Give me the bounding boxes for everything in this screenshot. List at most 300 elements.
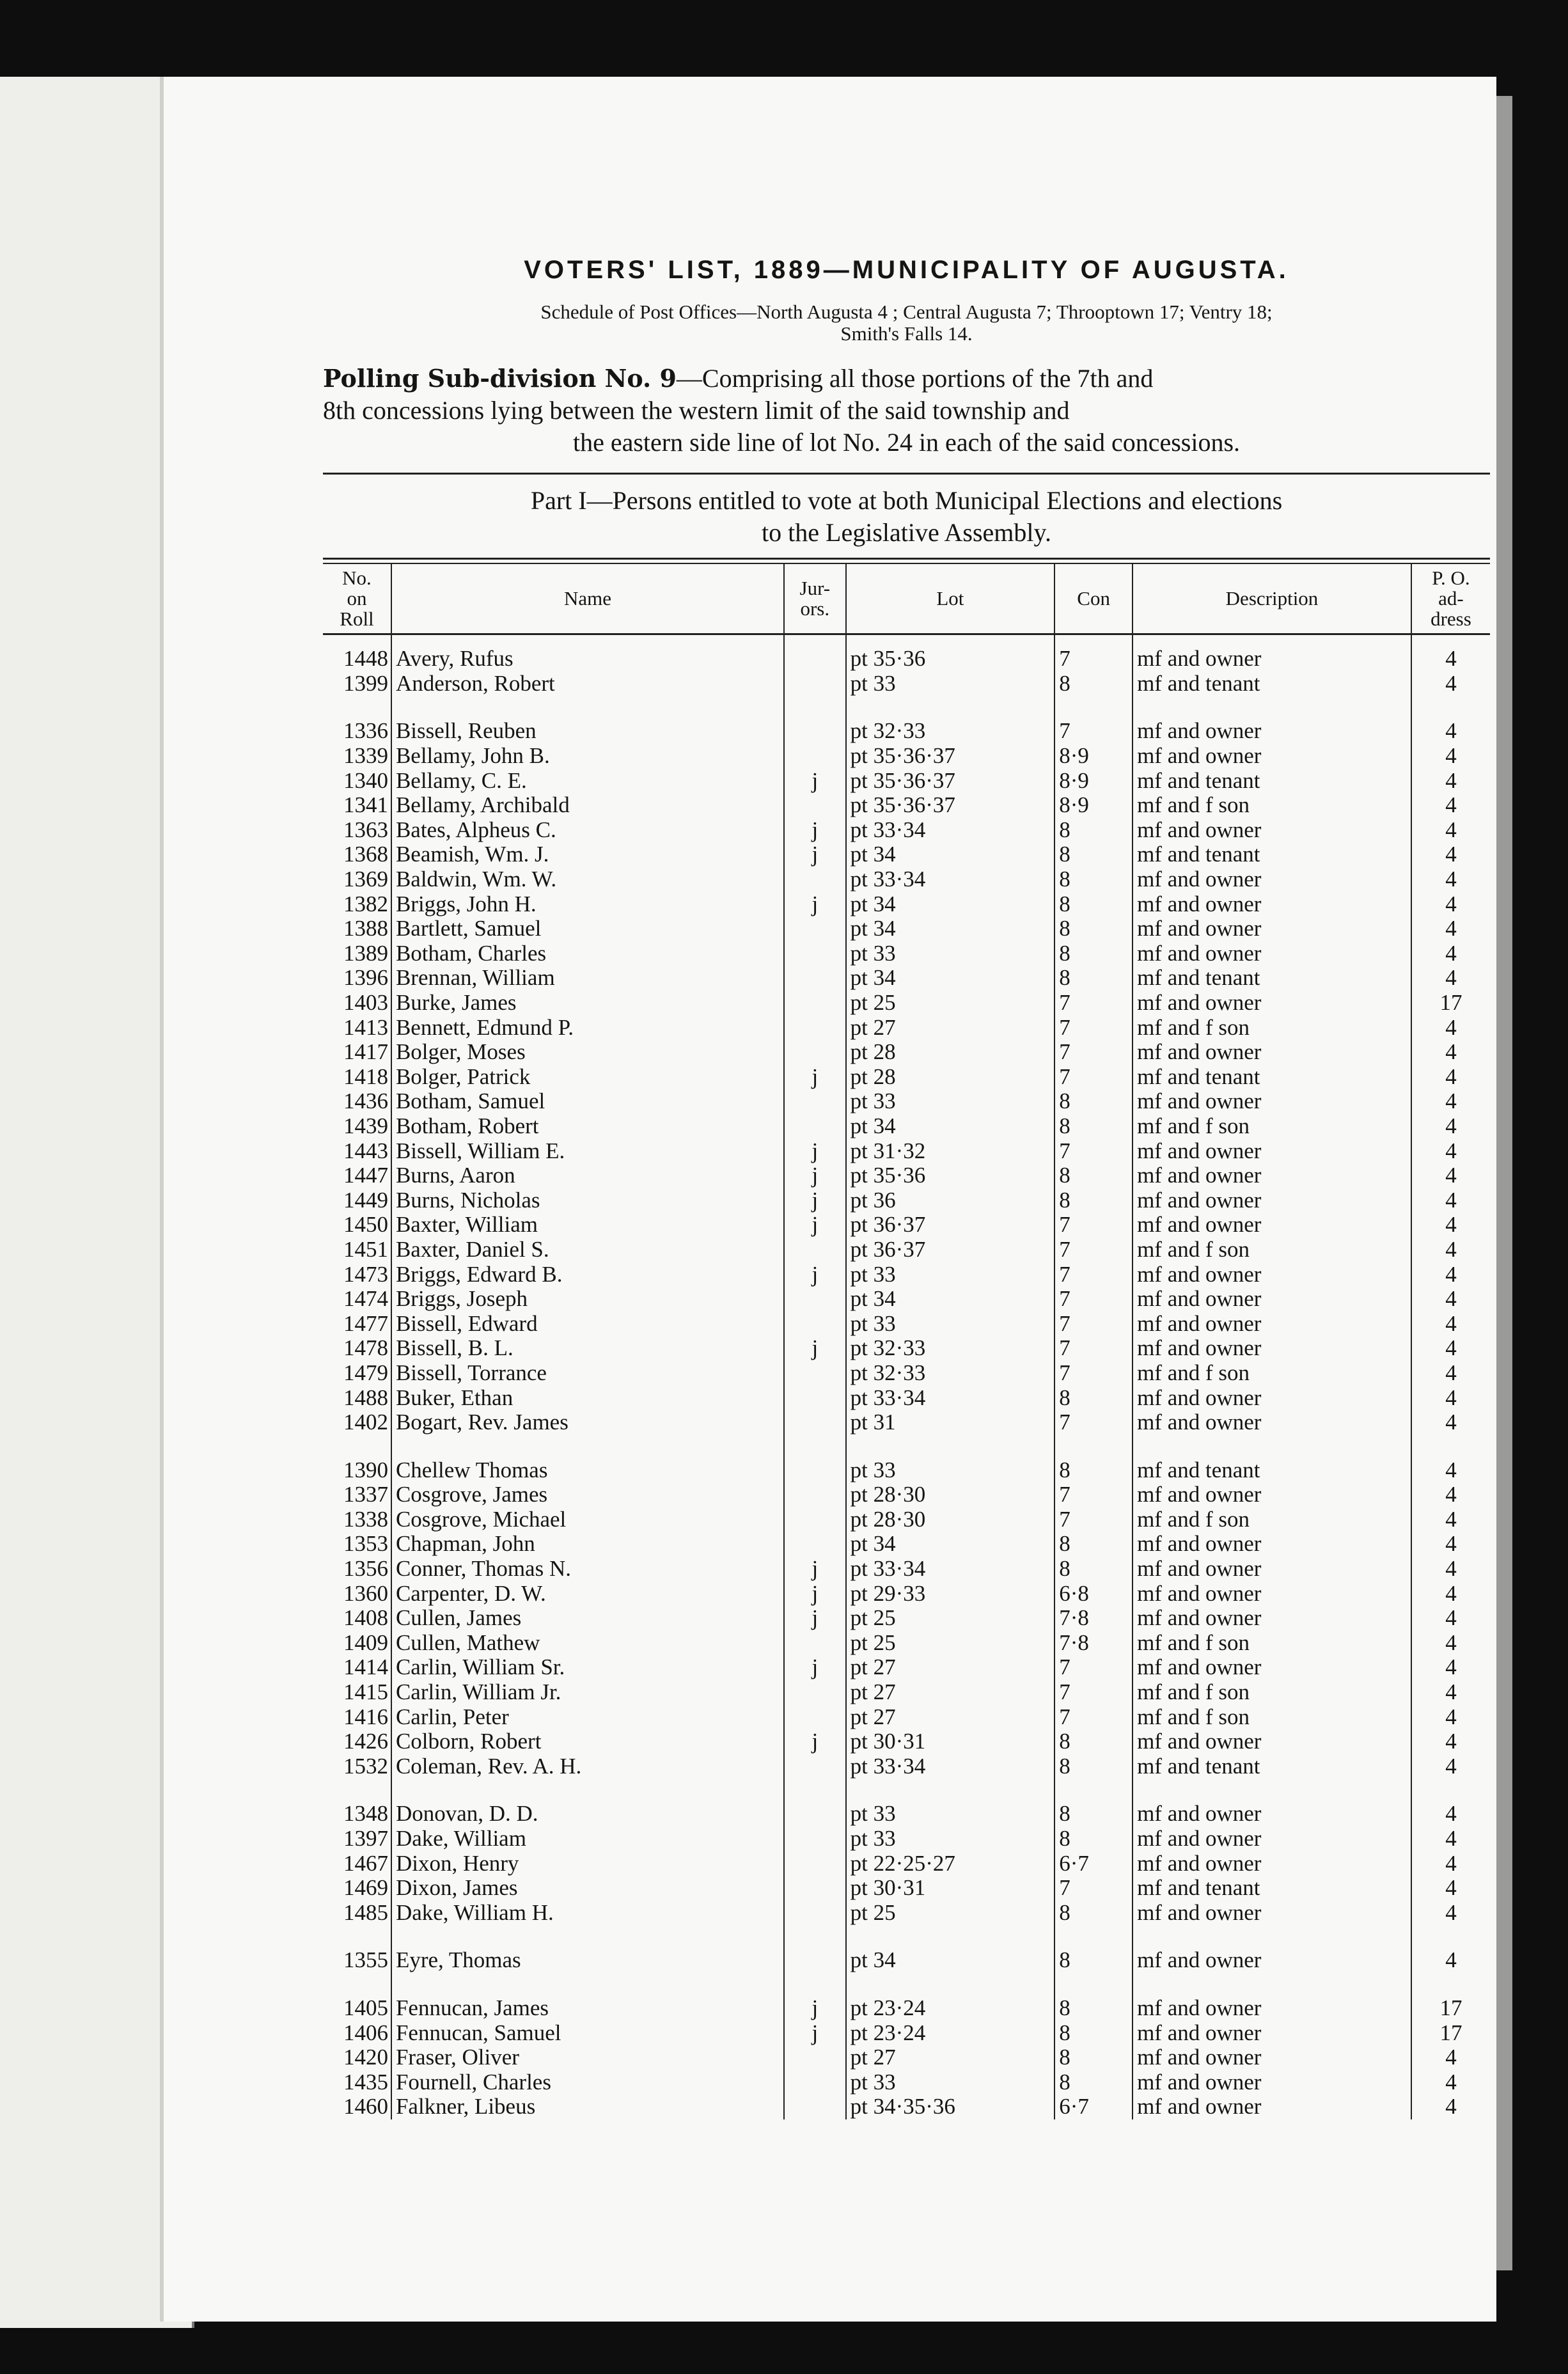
description: mf and owner [1133,1827,1411,1851]
description: mf and owner [1133,1188,1411,1213]
po-address: 4 [1411,768,1490,793]
juror-mark [784,991,846,1016]
voter-name: Buker, Ethan [391,1385,784,1410]
lot-number: pt 31·32 [846,1138,1055,1163]
concession: 7 [1054,1262,1133,1287]
juror-mark: j [784,1188,846,1213]
juror-mark: j [784,2020,846,2045]
concession: 7 [1054,1336,1133,1361]
group-spacer [323,1435,1490,1458]
concession: 7 [1054,1876,1133,1901]
description: mf and owner [1133,1802,1411,1827]
roll-number: 1405 [343,1995,388,2020]
table-row [323,892,1490,916]
roll-number: 1439 [343,1113,388,1138]
voter-name: Brennan, William [391,966,784,991]
description: mf and owner [1133,1557,1411,1582]
juror-mark [784,1507,846,1532]
voter-name: Bolger, Moses [391,1040,784,1065]
roll-number: 1460 [343,2094,388,2119]
lot-number: pt 34 [846,1287,1055,1312]
description: mf and owner [1133,1138,1411,1163]
table-row [323,1704,1490,1729]
table-row [323,1385,1490,1410]
polling-text-2: 8th concessions lying between the western limit of the said township and [323,396,1070,425]
juror-mark [784,1040,846,1065]
voter-name: Bissell, William E. [391,1138,784,1163]
lot-number: pt 33 [846,2070,1055,2095]
po-address: 4 [1411,1040,1490,1065]
roll-number: 1356 [343,1556,388,1582]
description: mf and tenant [1133,1065,1411,1090]
juror-mark: j [784,1163,846,1188]
description: mf and owner [1133,1385,1411,1410]
lot-number: pt 27 [846,1704,1055,1729]
voter-name: Cosgrove, James [391,1482,784,1507]
po-address: 4 [1411,842,1490,867]
lot-number: pt 32·33 [846,1336,1055,1361]
roll-number: 1473 [343,1261,388,1287]
juror-mark [784,1948,846,1973]
concession: 8 [1054,2045,1133,2070]
concession: 8 [1054,1458,1133,1482]
voter-name: Dake, William H. [391,1901,784,1926]
lot-number: pt 35·36·37 [846,793,1055,818]
table-row [323,2045,1490,2070]
lot-number: pt 33·34 [846,867,1055,892]
juror-mark [784,1754,846,1779]
lot-number: pt 33·34 [846,1385,1055,1410]
group-spacer [323,696,1490,719]
description: mf and owner [1133,916,1411,941]
part-heading [323,485,1490,549]
description: mf and f son [1133,1238,1411,1262]
juror-mark [784,672,846,696]
description: mf and owner [1133,1262,1411,1287]
polling-label: Polling Sub-division No. 9 [323,364,677,393]
description: mf and owner [1133,1336,1411,1361]
lot-number: pt 30·31 [846,1729,1055,1754]
table-row [323,1458,1490,1482]
description: mf and f son [1133,1680,1411,1705]
schedule-line-1: Schedule of Post Offices—North Augusta 4 ; Central Augusta 7; Throoptown 17; Ventry 18; [540,301,1273,323]
concession: 7 [1054,1138,1133,1163]
po-address: 4 [1411,818,1490,843]
table-row [323,1851,1490,1876]
table-row [323,1262,1490,1287]
lot-number: pt 34 [846,892,1055,916]
concession: 8 [1054,818,1133,843]
po-address: 4 [1411,793,1490,818]
roll-number: 1409 [343,1630,388,1655]
table-row [323,793,1490,818]
roll-number: 1420 [343,2045,388,2070]
roll-number: 1353 [343,1531,388,1557]
lot-number: pt 34·35·36 [846,2095,1055,2119]
description: mf and owner [1133,1948,1411,1973]
roll-number: 1402 [343,1410,388,1435]
description: mf and f son [1133,793,1411,818]
juror-mark [784,1876,846,1901]
roll-number: 1451 [343,1236,388,1262]
juror-mark [784,1827,846,1851]
table-row [323,672,1490,696]
concession: 8 [1054,1827,1133,1851]
description: mf and owner [1133,1482,1411,1507]
po-address: 4 [1411,1089,1490,1114]
polling-text-1: —Comprising all those portions of the 7th and [676,364,1154,393]
roll-number: 1382 [343,891,388,916]
description: mf and owner [1133,1606,1411,1631]
col-name-header: Name [391,564,784,634]
juror-mark: j [784,1581,846,1606]
description: mf and owner [1133,1581,1411,1606]
roll-number: 1435 [343,2069,388,2095]
lot-number: pt 33·34 [846,1754,1055,1779]
roll-number: 1413 [343,1014,388,1040]
table-row [323,1754,1490,1779]
description: mf and tenant [1133,842,1411,867]
concession: 6·8 [1054,1581,1133,1606]
voter-name: Cullen, Mathew [391,1631,784,1656]
lot-number: pt 32·33 [846,1361,1055,1386]
juror-mark [784,941,846,966]
juror-mark: j [784,1262,846,1287]
table-row [323,1361,1490,1386]
page-title: VOTERS' LIST, 1889—MUNICIPALITY OF AUGUSTA. [524,256,1289,284]
description: mf and owner [1133,2045,1411,2070]
voter-name: Anderson, Robert [391,672,784,696]
roll-number: 1418 [343,1064,388,1089]
roll-number: 1340 [343,767,388,793]
po-address: 4 [1411,1876,1490,1901]
roll-number: 1390 [343,1457,388,1482]
roll-number: 1469 [343,1875,388,1901]
po-address: 4 [1411,1114,1490,1139]
po-address: 4 [1411,1188,1490,1213]
voter-name: Cosgrove, Michael [391,1507,784,1532]
group-spacer [323,1779,1490,1802]
po-address: 4 [1411,1065,1490,1090]
lot-number: pt 34 [846,916,1055,941]
roll-number: 1436 [343,1089,388,1114]
table-row [323,2070,1490,2095]
table-row [323,1287,1490,1312]
concession: 7 [1054,1040,1133,1065]
juror-mark [784,719,846,744]
concession: 8 [1054,1729,1133,1754]
table-row [323,966,1490,991]
description: mf and owner [1133,744,1411,769]
po-address: 4 [1411,1581,1490,1606]
po-address: 4 [1411,1336,1490,1361]
table-row [323,916,1490,941]
concession: 7 [1054,1287,1133,1312]
po-address: 4 [1411,1704,1490,1729]
lot-number: pt 36·37 [846,1213,1055,1238]
concession: 8 [1054,1802,1133,1827]
juror-mark: j [784,768,846,793]
po-address: 4 [1411,1827,1490,1851]
col-description-header: Description [1133,564,1411,634]
description: mf and owner [1133,1040,1411,1065]
table-row [323,1482,1490,1507]
concession: 7 [1054,1065,1133,1090]
concession: 7·8 [1054,1606,1133,1631]
voter-name: Botham, Robert [391,1114,784,1139]
description: mf and owner [1133,2095,1411,2119]
description: mf and owner [1133,634,1411,672]
roll-number: 1479 [343,1360,388,1385]
po-address: 4 [1411,1680,1490,1705]
description: mf and tenant [1133,1876,1411,1901]
table-row [323,1188,1490,1213]
roll-number: 1338 [343,1506,388,1532]
voters-table [323,564,1490,2119]
concession: 7 [1054,1655,1133,1680]
juror-mark [784,867,846,892]
concession: 7 [1054,1482,1133,1507]
juror-mark [784,1631,846,1656]
roll-number: 1397 [343,1826,388,1851]
lot-number: pt 35·36 [846,1163,1055,1188]
col-po-header: P. O. ad- dress [1411,564,1490,634]
juror-mark [784,1385,846,1410]
concession: 8 [1054,1163,1133,1188]
concession: 8 [1054,1385,1133,1410]
col-lot-header: Lot [846,564,1055,634]
table-row [323,1901,1490,1926]
voter-name: Bissell, Reuben [391,719,784,744]
voter-name: Bissell, Torrance [391,1361,784,1386]
voter-name: Fraser, Oliver [391,2045,784,2070]
po-address: 4 [1411,1410,1490,1435]
po-address: 4 [1411,1948,1490,1973]
lot-number: pt 28 [846,1040,1055,1065]
roll-number: 1449 [343,1187,388,1213]
table-row [323,1827,1490,1851]
voter-name: Beamish, Wm. J. [391,842,784,867]
lot-number: pt 33 [846,1262,1055,1287]
voter-name: Carlin, William Sr. [391,1655,784,1680]
lot-number: pt 25 [846,991,1055,1016]
table-row [323,1996,1490,2021]
po-address: 4 [1411,1311,1490,1336]
concession: 7 [1054,1238,1133,1262]
voter-name: Bolger, Patrick [391,1065,784,1090]
table-top-rule [323,558,1490,564]
lot-number: pt 34 [846,966,1055,991]
voter-name: Bogart, Rev. James [391,1410,784,1435]
concession: 8 [1054,1754,1133,1779]
concession: 7 [1054,1015,1133,1040]
juror-mark [784,966,846,991]
roll-number: 1416 [343,1704,388,1729]
concession: 8 [1054,842,1133,867]
roll-number: 1399 [343,670,388,696]
lot-number: pt 33 [846,1311,1055,1336]
po-address: 4 [1411,1754,1490,1779]
voter-name: Bennett, Edmund P. [391,1015,784,1040]
lot-number: pt 33·34 [846,1557,1055,1582]
post-office-schedule [323,301,1490,345]
table-row [323,842,1490,867]
po-address: 4 [1411,1482,1490,1507]
juror-mark: j [784,892,846,916]
po-address: 4 [1411,2045,1490,2070]
juror-mark [784,1482,846,1507]
voter-name: Bellamy, C. E. [391,768,784,793]
juror-mark [784,1532,846,1557]
table-row [323,1410,1490,1435]
lot-number: pt 33 [846,941,1055,966]
voter-name: Dixon, James [391,1876,784,1901]
description: mf and tenant [1133,1754,1411,1779]
table-row [323,1114,1490,1139]
table-row [323,1631,1490,1656]
concession: 7 [1054,1680,1133,1705]
roll-number: 1339 [343,743,388,769]
roll-number: 1485 [343,1899,388,1925]
po-address: 4 [1411,1138,1490,1163]
juror-mark [784,1015,846,1040]
juror-mark [784,2045,846,2070]
lot-number: pt 23·24 [846,1996,1055,2021]
po-address: 4 [1411,672,1490,696]
voter-name: Baldwin, Wm. W. [391,867,784,892]
roll-number: 1348 [343,1801,388,1827]
lot-number: pt 33 [846,1458,1055,1482]
roll-number: 1478 [343,1335,388,1361]
juror-mark [784,1361,846,1386]
concession: 8 [1054,1532,1133,1557]
concession: 8 [1054,1114,1133,1139]
roll-number: 1355 [343,1947,388,1973]
description: mf and f son [1133,1704,1411,1729]
juror-mark [784,2095,846,2119]
roll-number: 1532 [343,1753,388,1779]
voter-name: Falkner, Libeus [391,2095,784,2119]
roll-number: 1403 [343,990,388,1016]
voter-name: Dake, William [391,1827,784,1851]
concession: 7 [1054,1704,1133,1729]
group-spacer [323,1925,1490,1948]
table-row [323,1802,1490,1827]
roll-number: 1448 [343,646,388,672]
roll-number: 1341 [343,792,388,818]
roll-number: 1414 [343,1655,388,1680]
voter-name: Burke, James [391,991,784,1016]
po-address: 4 [1411,2070,1490,2095]
juror-mark: j [784,1213,846,1238]
juror-mark [784,1458,846,1482]
po-address: 4 [1411,2095,1490,2119]
table-row [323,1655,1490,1680]
voter-name: Fournell, Charles [391,2070,784,2095]
roll-number: 1389 [343,940,388,966]
juror-mark [784,1680,846,1705]
table-row [323,867,1490,892]
lot-number: pt 33 [846,1802,1055,1827]
concession: 7 [1054,719,1133,744]
description: mf and owner [1133,2070,1411,2095]
voter-name: Bates, Alpheus C. [391,818,784,843]
description: mf and owner [1133,1311,1411,1336]
section-rule [323,473,1490,475]
lot-number: pt 36 [846,1188,1055,1213]
voter-name: Chellew Thomas [391,1458,784,1482]
voter-name: Avery, Rufus [391,634,784,672]
concession: 8 [1054,892,1133,916]
table-row [323,744,1490,769]
juror-mark [784,1089,846,1114]
voter-name: Baxter, Daniel S. [391,1238,784,1262]
document-page [160,77,1496,2322]
table-row [323,991,1490,1016]
roll-number: 1408 [343,1605,388,1631]
description: mf and owner [1133,1901,1411,1926]
table-row [323,634,1490,672]
concession: 7 [1054,1213,1133,1238]
description: mf and tenant [1133,966,1411,991]
po-address: 4 [1411,1262,1490,1287]
description: mf and owner [1133,2020,1411,2045]
voter-name: Bartlett, Samuel [391,916,784,941]
table-row [323,1163,1490,1188]
po-address: 4 [1411,1655,1490,1680]
voter-name: Carlin, William Jr. [391,1680,784,1705]
description: mf and tenant [1133,1458,1411,1482]
lot-number: pt 27 [846,1680,1055,1705]
table-row [323,1581,1490,1606]
description: mf and tenant [1133,768,1411,793]
concession: 7 [1054,991,1133,1016]
roll-number: 1477 [343,1310,388,1336]
table-row [323,1238,1490,1262]
roll-number: 1363 [343,817,388,842]
voter-name: Bellamy, John B. [391,744,784,769]
description: mf and f son [1133,1507,1411,1532]
schedule-line-2: Smith's Falls 14. [840,322,973,345]
concession: 8 [1054,2070,1133,2095]
col-jurors-header: Jur- ors. [784,564,846,634]
juror-mark [784,793,846,818]
lot-number: pt 25 [846,1901,1055,1926]
voter-rows [323,634,1490,2119]
lot-number: pt 35·36·37 [846,768,1055,793]
po-address: 4 [1411,1238,1490,1262]
lot-number: pt 22·25·27 [846,1851,1055,1876]
table-row [323,1040,1490,1065]
lot-number: pt 33 [846,1089,1055,1114]
roll-number: 1488 [343,1385,388,1410]
description: mf and owner [1133,1163,1411,1188]
juror-mark: j [784,1655,846,1680]
table-row [323,941,1490,966]
description: mf and owner [1133,1213,1411,1238]
po-address: 4 [1411,1532,1490,1557]
concession: 6·7 [1054,1851,1133,1876]
juror-mark: j [784,818,846,843]
voter-name: Dixon, Henry [391,1851,784,1876]
table-row [323,719,1490,744]
concession: 7 [1054,1361,1133,1386]
po-address: 17 [1411,1996,1490,2021]
concession: 8·9 [1054,744,1133,769]
roll-number: 1417 [343,1039,388,1065]
voter-name: Donovan, D. D. [391,1802,784,1827]
voter-name: Baxter, William [391,1213,784,1238]
